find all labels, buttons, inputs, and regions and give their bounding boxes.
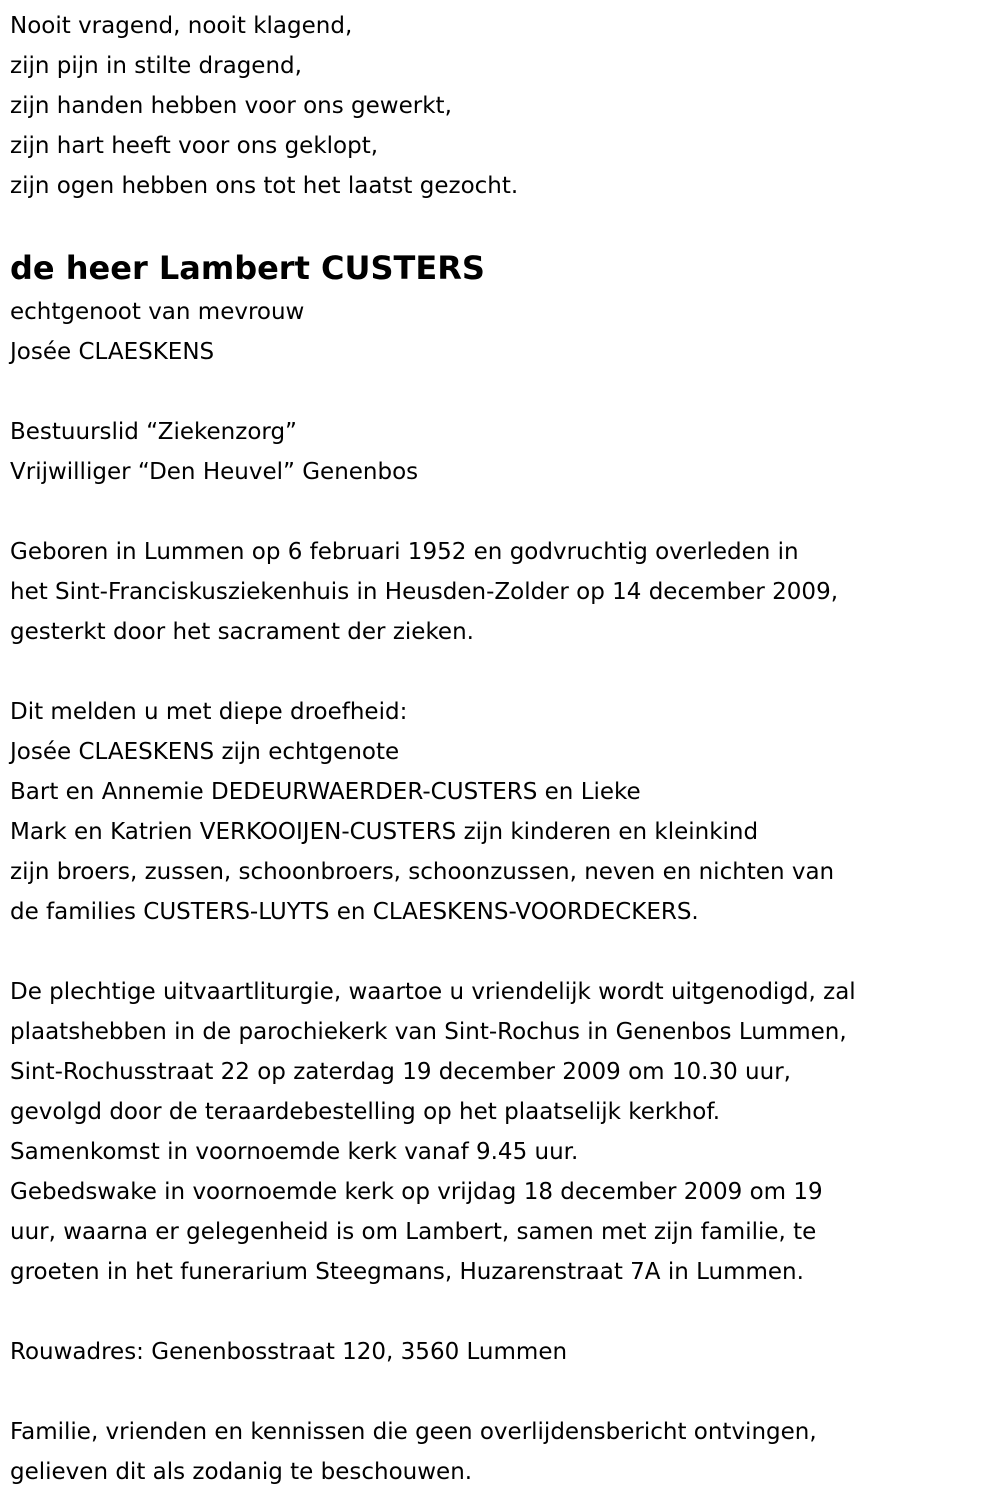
family-line: Dit melden u met diepe droefheid: (10, 699, 408, 725)
spouse-info (10, 292, 856, 372)
family-line: zijn broers, zussen, schoonbroers, schoonzussen, neven en nichten van (10, 859, 835, 885)
poem-line: zijn pijn in stilte dragend, (10, 53, 302, 79)
role-line: Vrijwilliger “Den Heuvel” Genenbos (10, 459, 419, 485)
obituary-document (10, 6, 856, 1492)
family-line: Josée CLAESKENS zijn echtgenote (10, 739, 400, 765)
address-line: Rouwadres: Genenbosstraat 120, 3560 Lummen (10, 1339, 568, 1365)
poem-line: zijn handen hebben voor ons gewerkt, (10, 93, 452, 119)
birth-death-line: gesterkt door het sacrament der zieken. (10, 619, 474, 645)
closing-line: gelieven dit als zodanig te beschouwen. (10, 1459, 473, 1485)
family-line: Bart en Annemie DEDEURWAERDER-CUSTERS en Lieke (10, 779, 641, 805)
funeral-line: Samenkomst in voornoemde kerk vanaf 9.45 uur. (10, 1139, 579, 1165)
poem-line: zijn ogen hebben ons tot het laatst gezocht. (10, 173, 519, 199)
funeral-line: De plechtige uitvaartliturgie, waartoe u vriendelijk wordt uitgenodigd, zal (10, 979, 856, 1005)
funeral-line: Gebedswake in voornoemde kerk op vrijdag 18 december 2009 om 19 (10, 1179, 823, 1205)
funeral-line: Sint-Rochusstraat 22 op zaterdag 19 december 2009 om 10.30 uur, (10, 1059, 791, 1085)
birth-death (10, 532, 856, 652)
funeral-line: gevolgd door de teraardebestelling op het plaatselijk kerkhof. (10, 1099, 721, 1125)
family (10, 692, 856, 932)
poem-line: Nooit vragend, nooit klagend, (10, 13, 353, 39)
family-line: de families CUSTERS-LUYTS en CLAESKENS-VOORDECKERS. (10, 899, 699, 925)
closing-line: Familie, vrienden en kennissen die geen overlijdensbericht ontvingen, (10, 1419, 817, 1445)
family-line: Mark en Katrien VERKOOIJEN-CUSTERS zijn kinderen en kleinkind (10, 819, 759, 845)
poem (10, 6, 856, 206)
poem-line: zijn hart heeft voor ons geklopt, (10, 133, 379, 159)
funeral-line: groeten in het funerarium Steegmans, Huzarenstraat 7A in Lummen. (10, 1259, 804, 1285)
birth-death-line: Geboren in Lummen op 6 februari 1952 en godvruchtig overleden in (10, 539, 799, 565)
closing-note (10, 1412, 856, 1492)
funeral-line: uur, waarna er gelegenheid is om Lambert, samen met zijn familie, te (10, 1219, 817, 1245)
spouse-line: Josée CLAESKENS (10, 339, 215, 365)
roles (10, 412, 856, 492)
birth-death-line: het Sint-Franciskusziekenhuis in Heusden-Zolder op 14 december 2009, (10, 579, 839, 605)
role-line: Bestuurslid “Ziekenzorg” (10, 419, 297, 445)
deceased-name: de heer Lambert CUSTERS (10, 249, 485, 287)
funeral-line: plaatshebben in de parochiekerk van Sint-Rochus in Genenbos Lummen, (10, 1019, 847, 1045)
spouse-line: echtgenoot van mevrouw (10, 299, 305, 325)
funeral-info (10, 972, 856, 1292)
mourning-address (10, 1332, 856, 1372)
